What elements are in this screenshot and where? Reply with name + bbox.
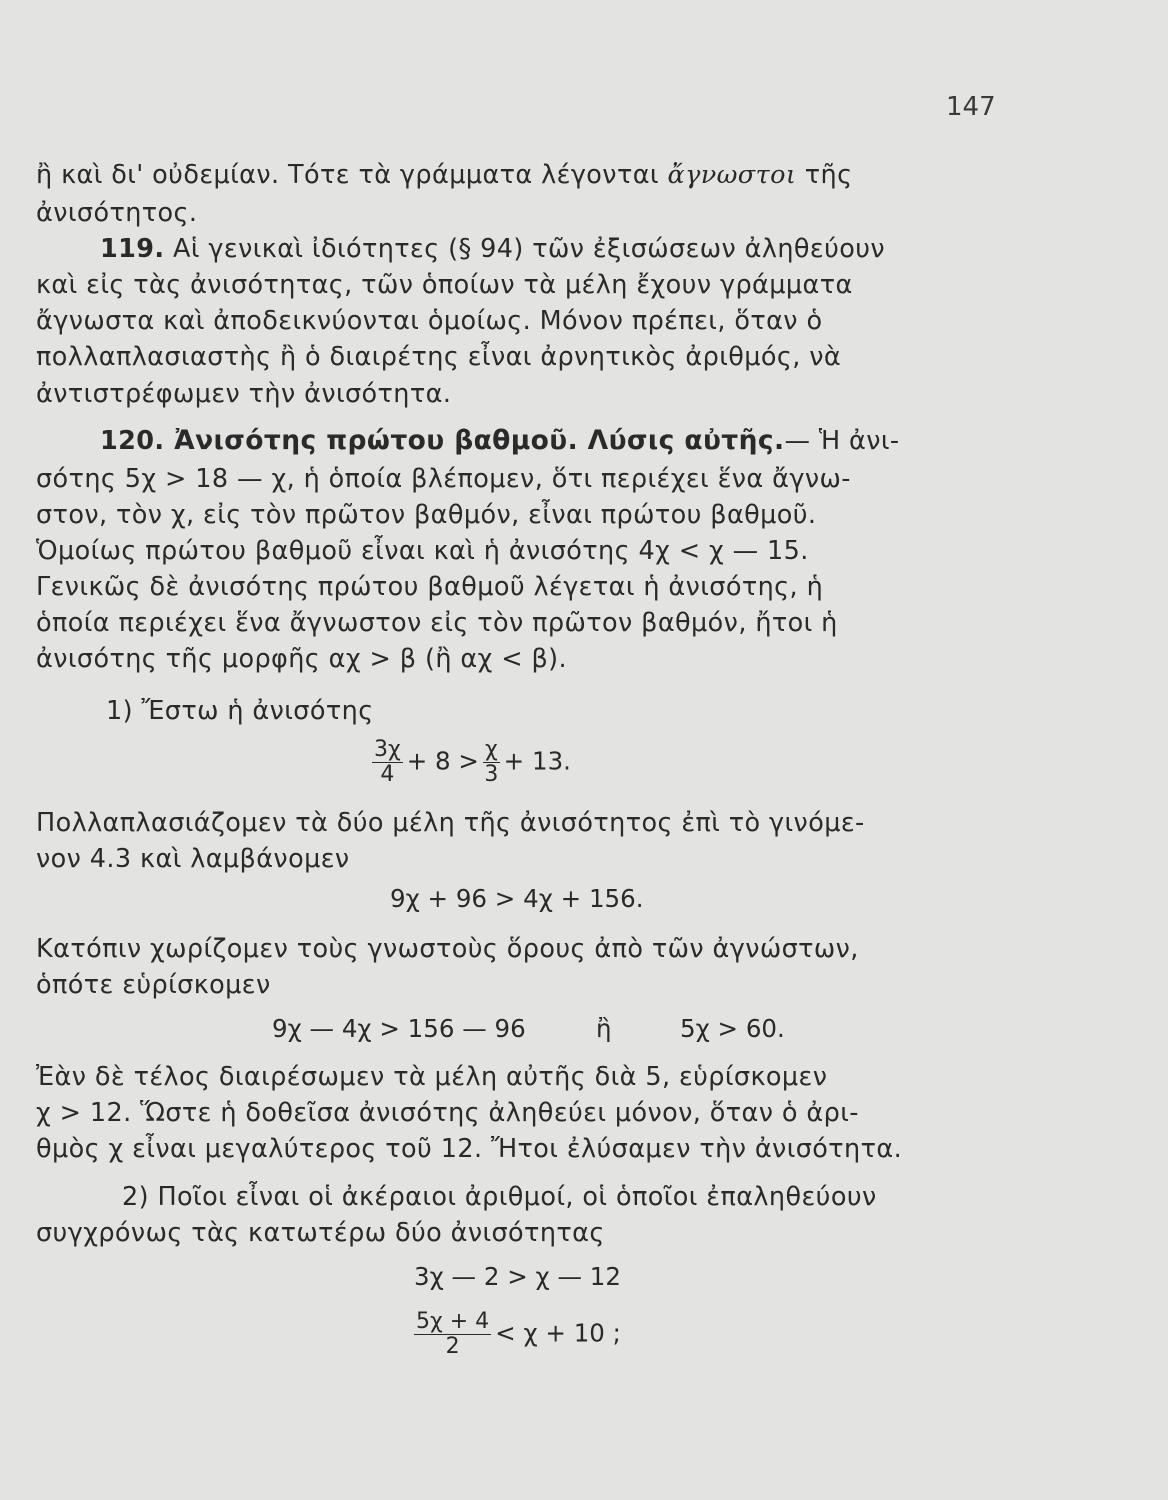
text-line: Πολλαπλασιάζομεν τὰ δύο μέλη τῆς ἀνισότητος ἐπὶ τὸ γινόμε-: [36, 808, 865, 838]
text-line: [36, 158, 852, 192]
page-number: 147: [946, 92, 996, 122]
text-line: χ > 12. Ὥστε ἡ δοθεῖσα ἀνισότης ἀληθεύει μόνον, ὅταν ὁ ἀρι-: [36, 1098, 859, 1128]
text-segment: Αἱ γενικαὶ ἰδιότητες (§ 94) τῶν ἐξισώσεων ἀληθεύουν: [164, 234, 886, 264]
text-line: θμὸς χ εἶναι μεγαλύτερος τοῦ 12. Ἤτοι ἐλύσαμεν τὴν ἀνισότητα.: [36, 1134, 903, 1164]
inequality-3-or: ἢ: [596, 1014, 612, 1043]
text-line: σότης 5χ > 18 — χ, ἡ ὁποία βλέπομεν, ὅτι περιέχει ἕνα ἄγνω-: [36, 464, 851, 494]
fraction: $\frac{\chi}{3}$: [484, 737, 499, 787]
text-line: ἀντιστρέφωμεν τὴν ἀνισότητα.: [36, 379, 452, 409]
inequality-2: 9χ + 96 > 4χ + 156.: [390, 884, 644, 913]
text-line: Ὁμοίως πρώτου βαθμοῦ εἶναι καὶ ἡ ἀνισότης 4χ < χ — 15.: [36, 536, 809, 566]
text-line: ἀνισότητος.: [36, 198, 198, 228]
text-line: νον 4.3 καὶ λαμβάνομεν: [36, 844, 350, 874]
text-line: Ἐὰν δὲ τέλος διαιρέσωμεν τὰ μέλη αὐτῆς διὰ 5, εὑρίσκομεν: [36, 1062, 828, 1092]
text-line: Γενικῶς δὲ ἀνισότης πρώτου βαθμοῦ λέγεται ἡ ἀνισότης, ἡ: [36, 572, 824, 602]
text-line: συγχρόνως τὰς κατωτέρω δύο ἀνισότητας: [36, 1218, 605, 1248]
text-line: [100, 232, 885, 266]
text-line: 1) Ἔστω ἡ ἀνισότης: [106, 696, 374, 726]
text-segment: — Ἡ ἀνι-: [784, 426, 900, 456]
text-line: 2) Ποῖοι εἶναι οἱ ἀκέραιοι ἀριθμοί, οἱ ὁποῖοι ἐπαληθεύουν: [122, 1182, 877, 1212]
inequality-3a: 9χ — 4χ > 156 — 96: [272, 1014, 526, 1043]
text-line: ὁπότε εὑρίσκομεν: [36, 970, 271, 1000]
text-line: καὶ εἰς τὰς ἀνισότητας, τῶν ὁποίων τὰ μέλη ἔχουν γράμματα: [36, 270, 853, 300]
text-line: [100, 424, 900, 458]
text-segment: ἢ καὶ δι' οὐδεμίαν. Τότε τὰ γράμματα λέγονται: [36, 160, 668, 190]
text-line: Κατόπιν χωρίζομεν τοὺς γνωστοὺς ὅρους ἀπὸ τῶν ἀγνώστων,: [36, 934, 859, 964]
inequality-4: 3χ — 2 > χ — 12: [414, 1262, 621, 1291]
text-line: ἀνισότης τῆς μορφῆς αχ > β (ἢ αχ < β).: [36, 644, 568, 674]
fraction: $\frac{3\chi}{4}$: [374, 737, 401, 787]
text-line: στον, τὸν χ, εἰς τὸν πρῶτον βαθμόν, εἶναι πρώτου βαθμοῦ.: [36, 500, 817, 530]
inequality-1: $\frac{3\chi}{4}$ + 8 > $\frac{\chi}{3}$ + 13.: [374, 737, 571, 787]
text-segment: τῆς: [796, 160, 853, 190]
italic-term: ἄγνωστοι: [667, 160, 797, 190]
text-line: ἄγνωστα καὶ ἀποδεικνύονται ὁμοίως. Μόνον πρέπει, ὅταν ὁ: [36, 306, 823, 336]
section-heading: Ἀνισότης πρώτου βαθμοῦ. Λύσις αὐτῆς.: [164, 425, 785, 456]
text-line: πολλαπλασιαστὴς ἢ ὁ διαιρέτης εἶναι ἀρνητικὸς ἀριθμός, νὰ: [36, 342, 842, 372]
inequality-5: $\frac{5\chi + 4}{2}$ < χ + 10 ;: [416, 1309, 621, 1359]
inequality-3b: 5χ > 60.: [680, 1014, 785, 1043]
text-line: ὁποία περιέχει ἕνα ἄγνωστον εἰς τὸν πρῶτον βαθμόν, ἤτοι ἡ: [36, 608, 838, 638]
section-number: 119.: [100, 234, 165, 264]
section-number: 120.: [100, 426, 165, 456]
fraction: $\frac{5\chi + 4}{2}$: [416, 1309, 490, 1359]
